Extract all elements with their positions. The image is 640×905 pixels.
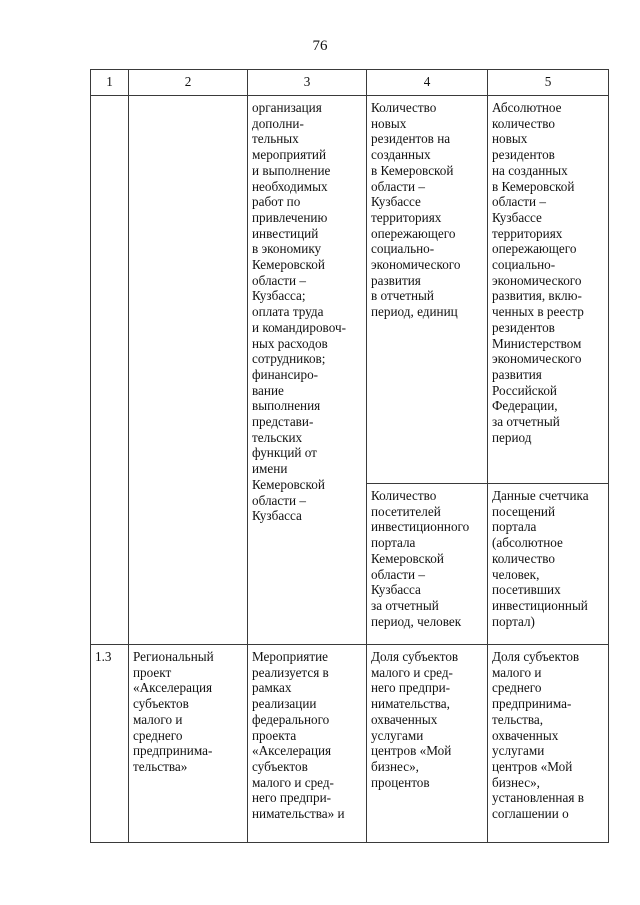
- text-line: проекта: [252, 727, 297, 743]
- text-line: него предпри-: [252, 790, 332, 806]
- cell-name: [129, 96, 248, 645]
- text-line: территориях: [371, 209, 442, 225]
- text-line: Российской: [492, 382, 557, 398]
- text-line: организация: [252, 100, 322, 115]
- indicator-text: [371, 100, 484, 320]
- text-line: период, единиц: [371, 304, 458, 320]
- text-line: области –: [252, 272, 306, 288]
- text-line: период: [492, 429, 532, 445]
- indicators-table: [90, 69, 609, 843]
- text-line: вание: [252, 382, 284, 398]
- text-line: (абсолютное: [492, 535, 563, 551]
- text-line: него предпри-: [371, 680, 451, 696]
- text-line: инвестиций: [252, 225, 319, 241]
- text-line: опережающего: [371, 225, 456, 241]
- method-text: [492, 649, 605, 822]
- text-line: Кузбасса: [252, 508, 302, 524]
- text-line: период, человек: [371, 613, 462, 629]
- cell-method: [488, 96, 609, 484]
- text-line: работ по: [252, 194, 301, 210]
- text-line: экономического: [492, 351, 582, 367]
- text-line: тельства»: [133, 758, 188, 774]
- text-line: дополни-: [252, 115, 304, 131]
- text-line: и командировоч-: [252, 319, 346, 335]
- text-line: представи-: [252, 414, 314, 430]
- header-cell: 4: [367, 70, 488, 96]
- text-line: новых: [492, 131, 528, 147]
- text-line: малого и: [492, 664, 542, 680]
- text-line: охваченных: [492, 727, 559, 743]
- text-line: в экономику: [252, 241, 322, 257]
- text-line: бизнес»,: [371, 758, 419, 774]
- cell-indicator: [367, 96, 488, 484]
- cell-method: [488, 645, 609, 843]
- text-line: Кузбассе: [492, 209, 542, 225]
- method-text: [492, 100, 605, 445]
- text-line: финансиро-: [252, 366, 319, 382]
- text-line: портала: [371, 535, 416, 551]
- text-line: количество: [492, 115, 555, 131]
- cell-description: [248, 96, 367, 645]
- text-line: Кемеровской: [252, 257, 325, 273]
- header-cell: 2: [129, 70, 248, 96]
- text-line: соглашении о: [492, 806, 569, 822]
- text-line: «Акселерация: [252, 743, 332, 759]
- text-line: нимательства» и: [252, 806, 345, 822]
- text-line: привлечению: [252, 209, 328, 225]
- text-line: в Кемеровской: [492, 178, 575, 194]
- text-line: социально-: [371, 241, 435, 257]
- text-line: Абсолютное: [492, 100, 562, 115]
- text-line: инвестиционного: [371, 519, 470, 535]
- description-text: [252, 649, 363, 822]
- text-line: области –: [371, 178, 425, 194]
- method-text: [492, 488, 605, 629]
- text-line: области –: [492, 194, 546, 210]
- text-line: малого и сред-: [371, 664, 453, 680]
- text-line: проект: [133, 664, 172, 680]
- text-line: тельных: [252, 131, 299, 147]
- text-line: и выполнение: [252, 162, 331, 178]
- text-line: ных расходов: [252, 335, 328, 351]
- text-line: реализуется в: [252, 664, 329, 680]
- text-line: центров «Мой: [371, 743, 452, 759]
- text-line: на созданных: [492, 162, 568, 178]
- text-line: предпринима-: [492, 696, 572, 712]
- page-number: 76: [312, 38, 328, 54]
- text-line: охваченных: [371, 711, 438, 727]
- text-line: посещений: [492, 503, 556, 519]
- text-line: Количество: [371, 100, 437, 115]
- cell-number: 1.3: [91, 645, 129, 843]
- text-line: установленная в: [492, 790, 584, 806]
- text-line: Данные счетчика: [492, 488, 589, 503]
- text-line: услугами: [492, 743, 545, 759]
- table-row: [91, 645, 609, 843]
- text-line: инвестиционный: [492, 597, 588, 613]
- text-line: развития: [371, 272, 421, 288]
- text-line: Кузбасса;: [252, 288, 306, 304]
- text-line: субъектов: [252, 758, 308, 774]
- text-line: Доля субъектов: [371, 649, 459, 664]
- text-line: тельства,: [492, 711, 544, 727]
- text-line: центров «Мой: [492, 758, 573, 774]
- text-line: за отчетный: [371, 597, 439, 613]
- header-cell: 3: [248, 70, 367, 96]
- text-line: оплата труда: [252, 304, 324, 320]
- text-line: реализации: [252, 696, 317, 712]
- text-line: малого и сред-: [252, 774, 334, 790]
- text-line: необходимых: [252, 178, 328, 194]
- text-line: ченных в реестр: [492, 304, 584, 320]
- text-line: в Кемеровской: [371, 162, 454, 178]
- indicator-text: [371, 649, 484, 790]
- text-line: рамках: [252, 680, 292, 696]
- cell-number: [91, 96, 129, 645]
- indicator-text: [371, 488, 484, 629]
- text-line: федерального: [252, 711, 330, 727]
- text-line: резидентов: [492, 319, 555, 335]
- text-line: Министерством: [492, 335, 582, 351]
- table-row: [91, 96, 609, 484]
- text-line: услугами: [371, 727, 424, 743]
- text-line: территориях: [492, 225, 563, 241]
- text-line: функций от: [252, 445, 317, 461]
- text-line: посетителей: [371, 503, 441, 519]
- cell-method: [488, 484, 609, 645]
- cell-indicator: [367, 484, 488, 645]
- text-line: развития, вклю-: [492, 288, 582, 304]
- text-line: нимательства,: [371, 696, 450, 712]
- text-line: резидентов на: [371, 131, 451, 147]
- text-line: имени: [252, 461, 288, 477]
- text-line: бизнес»,: [492, 774, 540, 790]
- text-line: количество: [492, 550, 555, 566]
- text-line: тельских: [252, 429, 303, 445]
- cell-name: [129, 645, 248, 843]
- text-line: среднего: [133, 727, 183, 743]
- text-line: в отчетный: [371, 288, 434, 304]
- text-line: Кузбасса: [371, 582, 421, 598]
- text-line: малого и: [133, 711, 183, 727]
- text-line: Кузбассе: [371, 194, 421, 210]
- description-text: [252, 100, 363, 524]
- text-line: созданных: [371, 147, 431, 163]
- text-line: посетивших: [492, 582, 561, 598]
- text-line: новых: [371, 115, 407, 131]
- text-line: Мероприятие: [252, 649, 329, 664]
- text-line: области –: [252, 492, 306, 508]
- text-line: опережающего: [492, 241, 577, 257]
- text-line: экономического: [371, 257, 461, 273]
- text-line: Кемеровской: [371, 550, 444, 566]
- text-line: социально-: [492, 257, 556, 273]
- text-line: процентов: [371, 774, 430, 790]
- header-cell: 1: [91, 70, 129, 96]
- header-cell: 5: [488, 70, 609, 96]
- text-line: за отчетный: [492, 414, 560, 430]
- text-line: Федерации,: [492, 398, 558, 414]
- text-line: Кемеровской: [252, 476, 325, 492]
- text-line: предпринима-: [133, 743, 213, 759]
- text-line: Доля субъектов: [492, 649, 580, 664]
- text-line: мероприятий: [252, 147, 327, 163]
- text-line: экономического: [492, 272, 582, 288]
- header-row: [91, 70, 609, 96]
- name-text: [133, 649, 244, 775]
- text-line: субъектов: [133, 696, 189, 712]
- text-line: «Акселерация: [133, 680, 213, 696]
- text-line: Количество: [371, 488, 437, 503]
- text-line: портала: [492, 519, 537, 535]
- text-line: среднего: [492, 680, 542, 696]
- text-line: резидентов: [492, 147, 555, 163]
- text-line: портал): [492, 613, 535, 629]
- text-line: человек,: [492, 566, 540, 582]
- text-line: развития: [492, 366, 542, 382]
- text-line: выполнения: [252, 398, 321, 414]
- text-line: области –: [371, 566, 425, 582]
- text-line: Региональный: [133, 649, 214, 664]
- cell-indicator: [367, 645, 488, 843]
- cell-description: [248, 645, 367, 843]
- text-line: сотрудников;: [252, 351, 326, 367]
